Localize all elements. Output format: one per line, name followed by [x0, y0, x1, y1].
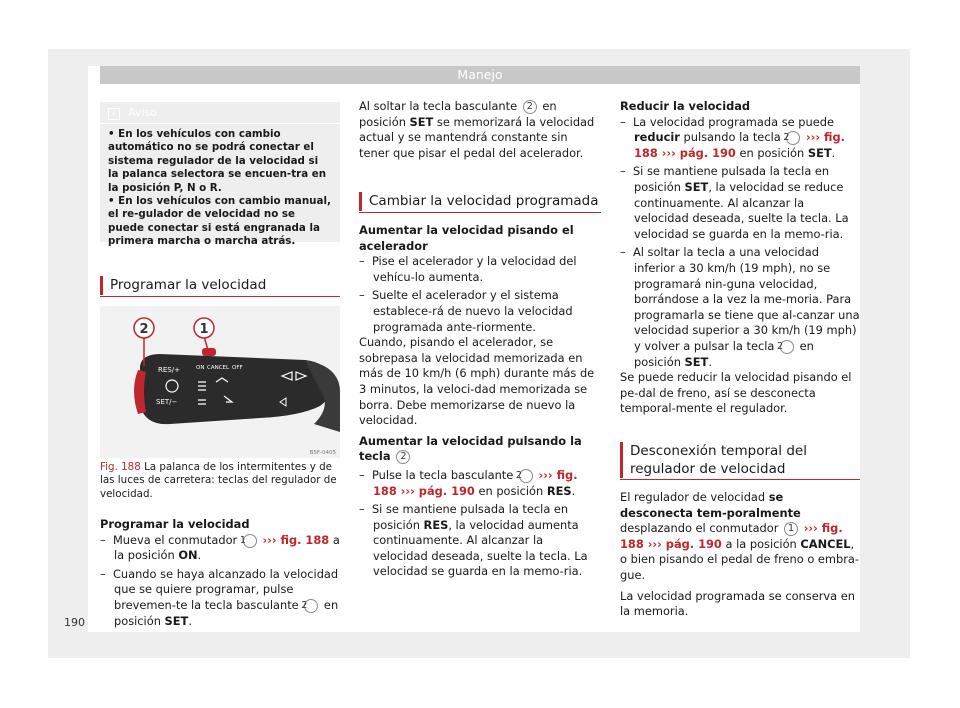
- list-item: – Pise el acelerador y la velocidad del vehícu-lo aumenta.: [359, 254, 577, 284]
- paragraph: Se puede reducir la velocidad pisando el pe-dal de freno, así se desconecta temporal-mente el regulador.: [620, 370, 852, 416]
- subheading: Programar la velocidad: [100, 517, 250, 531]
- cross-reference-link[interactable]: ››› fig. 188 ››› pág. 190: [620, 521, 843, 551]
- column-3-text: [620, 99, 860, 417]
- page-number: 190: [64, 616, 85, 629]
- section-title: Cambiar la velocidad programada: [369, 193, 599, 209]
- lever-label-off: OFF: [232, 365, 243, 371]
- warning-box: [100, 102, 340, 248]
- list-item: – Mueva el conmutador 1 ››› fig. 188 a la posición ON.: [100, 532, 340, 563]
- subheading: Aumentar la velocidad pulsando la tecla 2: [359, 433, 582, 464]
- warning-header: [100, 102, 340, 124]
- lever-label-on: ON: [196, 365, 205, 371]
- section-rule: [620, 479, 860, 480]
- figure-caption: [100, 461, 340, 501]
- paragraph: El regulador de velocidad se desconecta tem-poralmente desplazando el conmutador 1 ››› fig. 188 ››› pág. 190 a la posición CANCEL, o bien pisando el pedal de freno o embra-gue.: [620, 490, 860, 582]
- cross-reference-link[interactable]: ››› fig. 188 ››› pág. 190: [373, 467, 578, 498]
- lever-label-cancel: CANCEL: [207, 365, 230, 371]
- subheading: Reducir la velocidad: [620, 99, 751, 113]
- column-2-text: [359, 99, 601, 161]
- list-item: – Suelte el acelerador y el sistema establece-rá de nuevo la velocidad programada ante-riormente.: [359, 288, 573, 334]
- lever-label-set: SET/−: [156, 398, 178, 406]
- section-title: Desconexión temporal del regulador de velocidad: [630, 443, 807, 477]
- warning-title: Aviso: [128, 106, 157, 119]
- column-1-text: [100, 517, 340, 629]
- paragraph: Al soltar la tecla basculante 2 en posición SET se memorizará la velocidad actual y se mantendrá constante sin tener que pisar el pedal del acelerador.: [359, 99, 595, 160]
- warning-item: • En los vehículos con cambio automático no se podrá conectar el sistema regulador de la velocidad si la palanca selectora se encuen-tra en la posición P, N o R.: [108, 128, 327, 194]
- paragraph: La velocidad programada se conserva en la memoria.: [620, 588, 855, 619]
- info-icon: i: [108, 108, 120, 120]
- column-3-body: [620, 490, 860, 620]
- figure-callout-1: 1: [199, 322, 209, 337]
- list-item: – La velocidad programada se puede reducir pulsando la tecla 2 ››› fig. 188 ››› pág. 190 en posición SET.: [620, 114, 845, 160]
- turn-signal-lever-illustration: [100, 306, 340, 458]
- paragraph: Cuando, pisando el acelerador, se sobrepasa la velocidad memorizada en más de 10 km/h (6 mph) durante más de 3 minutos, la veloci-dad memorizada se borra. Debe memorizarse de nuevo la velocidad.: [359, 335, 595, 428]
- figure-code: B5F-0405: [309, 450, 336, 456]
- figure-callout-2: 2: [139, 322, 149, 337]
- list-item: – Al soltar la tecla a una velocidad inferior a 30 km/h (19 mph), no se programará nin-guna velocidad, borrándose a la vez la me-moria. Para programarla se tiene que al-canzar una velocidad superior a 30 km/h (19 mph) y volver a pulsar la tecla 2 en posición SET.: [620, 245, 860, 369]
- section-rule: [100, 296, 340, 297]
- section-rule: [359, 212, 601, 213]
- figure-caption-text: La palanca de los intermitentes y de las luces de carretera: teclas del regulador de velocidad.: [100, 461, 337, 500]
- warning-item: • En los vehículos con cambio manual, el re-gulador de velocidad no se puede conectar si está engranada la primera marcha o marcha atrás.: [108, 195, 331, 248]
- subheading: Aumentar la velocidad pisando el acelerador: [359, 223, 574, 253]
- list-item: – Si se mantiene pulsada la tecla en posición SET, la velocidad se reduce continuamente. Al alcanzar la velocidad deseada, suelte la tecla. La velocidad se guarda en la memo-ria.: [620, 164, 849, 241]
- list-item: – Si se mantiene pulsada la tecla en posición RES, la velocidad aumenta continuamente. Al alcanzar la velocidad deseada, suelte la tecla. La velocidad se guarda en la memo-ria.: [359, 502, 588, 579]
- figure-label: Fig. 188: [100, 461, 141, 473]
- page-header: Manejo: [100, 66, 860, 84]
- list-item: – Pulse la tecla basculante 2 ››› fig. 188 ››› pág. 190 en posición RES.: [359, 467, 578, 498]
- section-bar: [100, 276, 103, 295]
- column-2-body: [359, 223, 601, 580]
- list-item: – Cuando se haya alcanzado la velocidad que se quiere programar, pulse brevemen-te la tecla basculante 2 en posición SET.: [100, 566, 339, 628]
- lever-label-res: RES/+: [158, 366, 180, 374]
- cross-reference-link[interactable]: ››› fig. 188: [262, 532, 330, 547]
- section-bar: [359, 192, 362, 211]
- cross-reference-link[interactable]: ››› fig. 188 ››› pág. 190: [634, 130, 845, 160]
- section-title: Programar la velocidad: [110, 277, 267, 293]
- figure-image: [100, 306, 340, 458]
- section-bar: [620, 442, 623, 478]
